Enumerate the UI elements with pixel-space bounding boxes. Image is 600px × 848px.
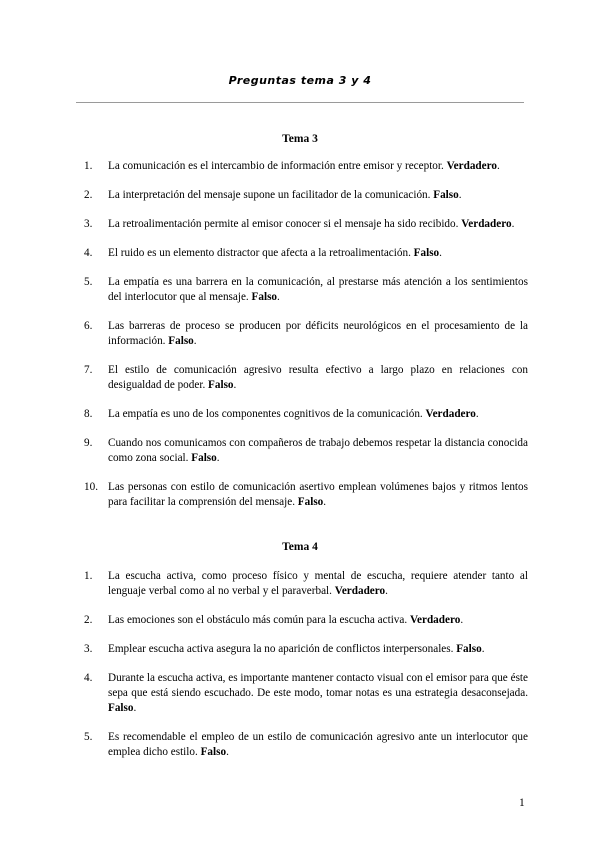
item-answer: Falso: [456, 643, 482, 655]
section-heading-tema-3: Tema 3: [282, 133, 318, 145]
page-number: 1: [519, 797, 525, 809]
item-answer: Verdadero: [334, 585, 386, 597]
list-item: [84, 671, 528, 716]
item-text: La retroalimentación permite al emisor conocer si el mensaje ha sido recibido.: [108, 218, 462, 230]
item-number: 4.: [84, 672, 93, 684]
item-text: El estilo de comunicación agresivo resulta efectivo a largo plazo en relaciones con desigualdad de poder.: [108, 364, 528, 391]
item-answer: Falso: [251, 291, 278, 303]
item-end: .: [133, 702, 137, 714]
item-end: .: [323, 496, 327, 508]
question-list-tema-4: [84, 569, 528, 760]
item-end: .: [481, 643, 485, 655]
list-item: [84, 363, 528, 393]
item-text: Cuando nos comunicamos con compañeros de trabajo debemos respetar la distancia conocida como zona social.: [108, 437, 528, 464]
list-item: [84, 613, 528, 628]
item-answer: Falso: [191, 452, 217, 464]
document-title: Preguntas tema 3 y 4: [228, 74, 372, 87]
item-text: Las emociones son el obstáculo más común para la escucha activa.: [108, 614, 410, 626]
list-item: [84, 569, 528, 599]
item-answer: Falso: [208, 379, 234, 391]
item-end: .: [458, 189, 462, 201]
item-number: 7.: [84, 364, 93, 376]
item-text: La empatía es uno de los componentes cognitivos de la comunicación.: [108, 408, 426, 420]
item-answer: Verdadero: [461, 218, 512, 230]
item-end: .: [226, 746, 229, 758]
item-number: 10.: [84, 481, 98, 493]
item-end: .: [511, 218, 515, 230]
list-item: [84, 159, 528, 174]
item-number: 2.: [84, 614, 93, 626]
item-number: 6.: [84, 320, 93, 332]
item-text: El ruido es un elemento distractor que afecta a la retroalimentación.: [108, 247, 414, 259]
question-list-tema-3: [84, 159, 528, 510]
item-answer: Verdadero: [409, 614, 461, 626]
item-number: 3.: [84, 218, 93, 230]
item-number: 1.: [84, 160, 93, 172]
list-item: [84, 480, 528, 510]
list-item: [84, 246, 528, 261]
section-heading-tema-4: Tema 4: [282, 541, 318, 553]
item-text: Durante la escucha activa, es importante mantener contacto visual con el emisor para que éste sepa que está siendo escuchado. De este modo, tomar notas es una estrategia desaconsejada.: [108, 672, 528, 699]
item-answer: Falso: [413, 247, 440, 259]
title-divider: [76, 102, 524, 103]
item-answer: Falso: [297, 496, 324, 508]
item-answer: Falso: [200, 746, 227, 758]
item-end: .: [233, 379, 237, 391]
list-item: [84, 188, 528, 203]
item-number: 5.: [84, 276, 93, 288]
item-end: .: [439, 247, 442, 259]
item-text: La escucha activa, como proceso físico y mental de escucha, requiere atender tanto al lenguaje verbal como al no verbal y el paraverbal.: [108, 570, 528, 597]
item-number: 1.: [84, 570, 93, 582]
list-item: [84, 642, 528, 657]
item-text: Es recomendable el empleo de un estilo de comunicación agresivo ante un interlocutor que emplea dicho estilo.: [108, 731, 528, 758]
item-number: 8.: [84, 408, 93, 420]
item-end: .: [277, 291, 280, 303]
item-text: Las personas con estilo de comunicación asertivo emplean volúmenes bajos y ritmos lentos para facilitar la comprensión del mensaje.: [108, 481, 528, 508]
item-answer: Verdadero: [446, 160, 497, 172]
item-number: 3.: [84, 643, 93, 655]
item-end: .: [385, 585, 388, 597]
item-text: Emplear escucha activa asegura la no aparición de conflictos interpersonales.: [108, 643, 457, 655]
item-answer: Falso: [168, 335, 194, 347]
item-text: Las barreras de proceso se producen por déficits neurológicos en el procesamiento de la información.: [108, 320, 528, 347]
item-number: 2.: [84, 189, 93, 201]
list-item: [84, 407, 528, 422]
item-answer: Verdadero: [425, 408, 476, 420]
item-answer: Falso: [108, 702, 134, 714]
item-text: La empatía es una barrera en la comunicación, al prestarse más atención a los sentimientos del interlocutor que al mensaje.: [108, 276, 528, 303]
item-end: .: [460, 614, 464, 626]
item-end: .: [475, 408, 479, 420]
item-end: .: [216, 452, 220, 464]
item-end: .: [193, 335, 197, 347]
list-item: [84, 217, 528, 232]
item-number: 4.: [84, 247, 93, 259]
list-item: [84, 730, 528, 760]
item-answer: Falso: [433, 189, 459, 201]
list-item: [84, 436, 528, 466]
item-number: 5.: [84, 731, 93, 743]
item-text: La interpretación del mensaje supone un facilitador de la comunicación.: [108, 189, 434, 201]
list-item: [84, 319, 528, 349]
list-item: [84, 275, 528, 305]
item-end: .: [496, 160, 500, 172]
item-text: La comunicación es el intercambio de información entre emisor y receptor.: [108, 160, 447, 172]
item-number: 9.: [84, 437, 93, 449]
